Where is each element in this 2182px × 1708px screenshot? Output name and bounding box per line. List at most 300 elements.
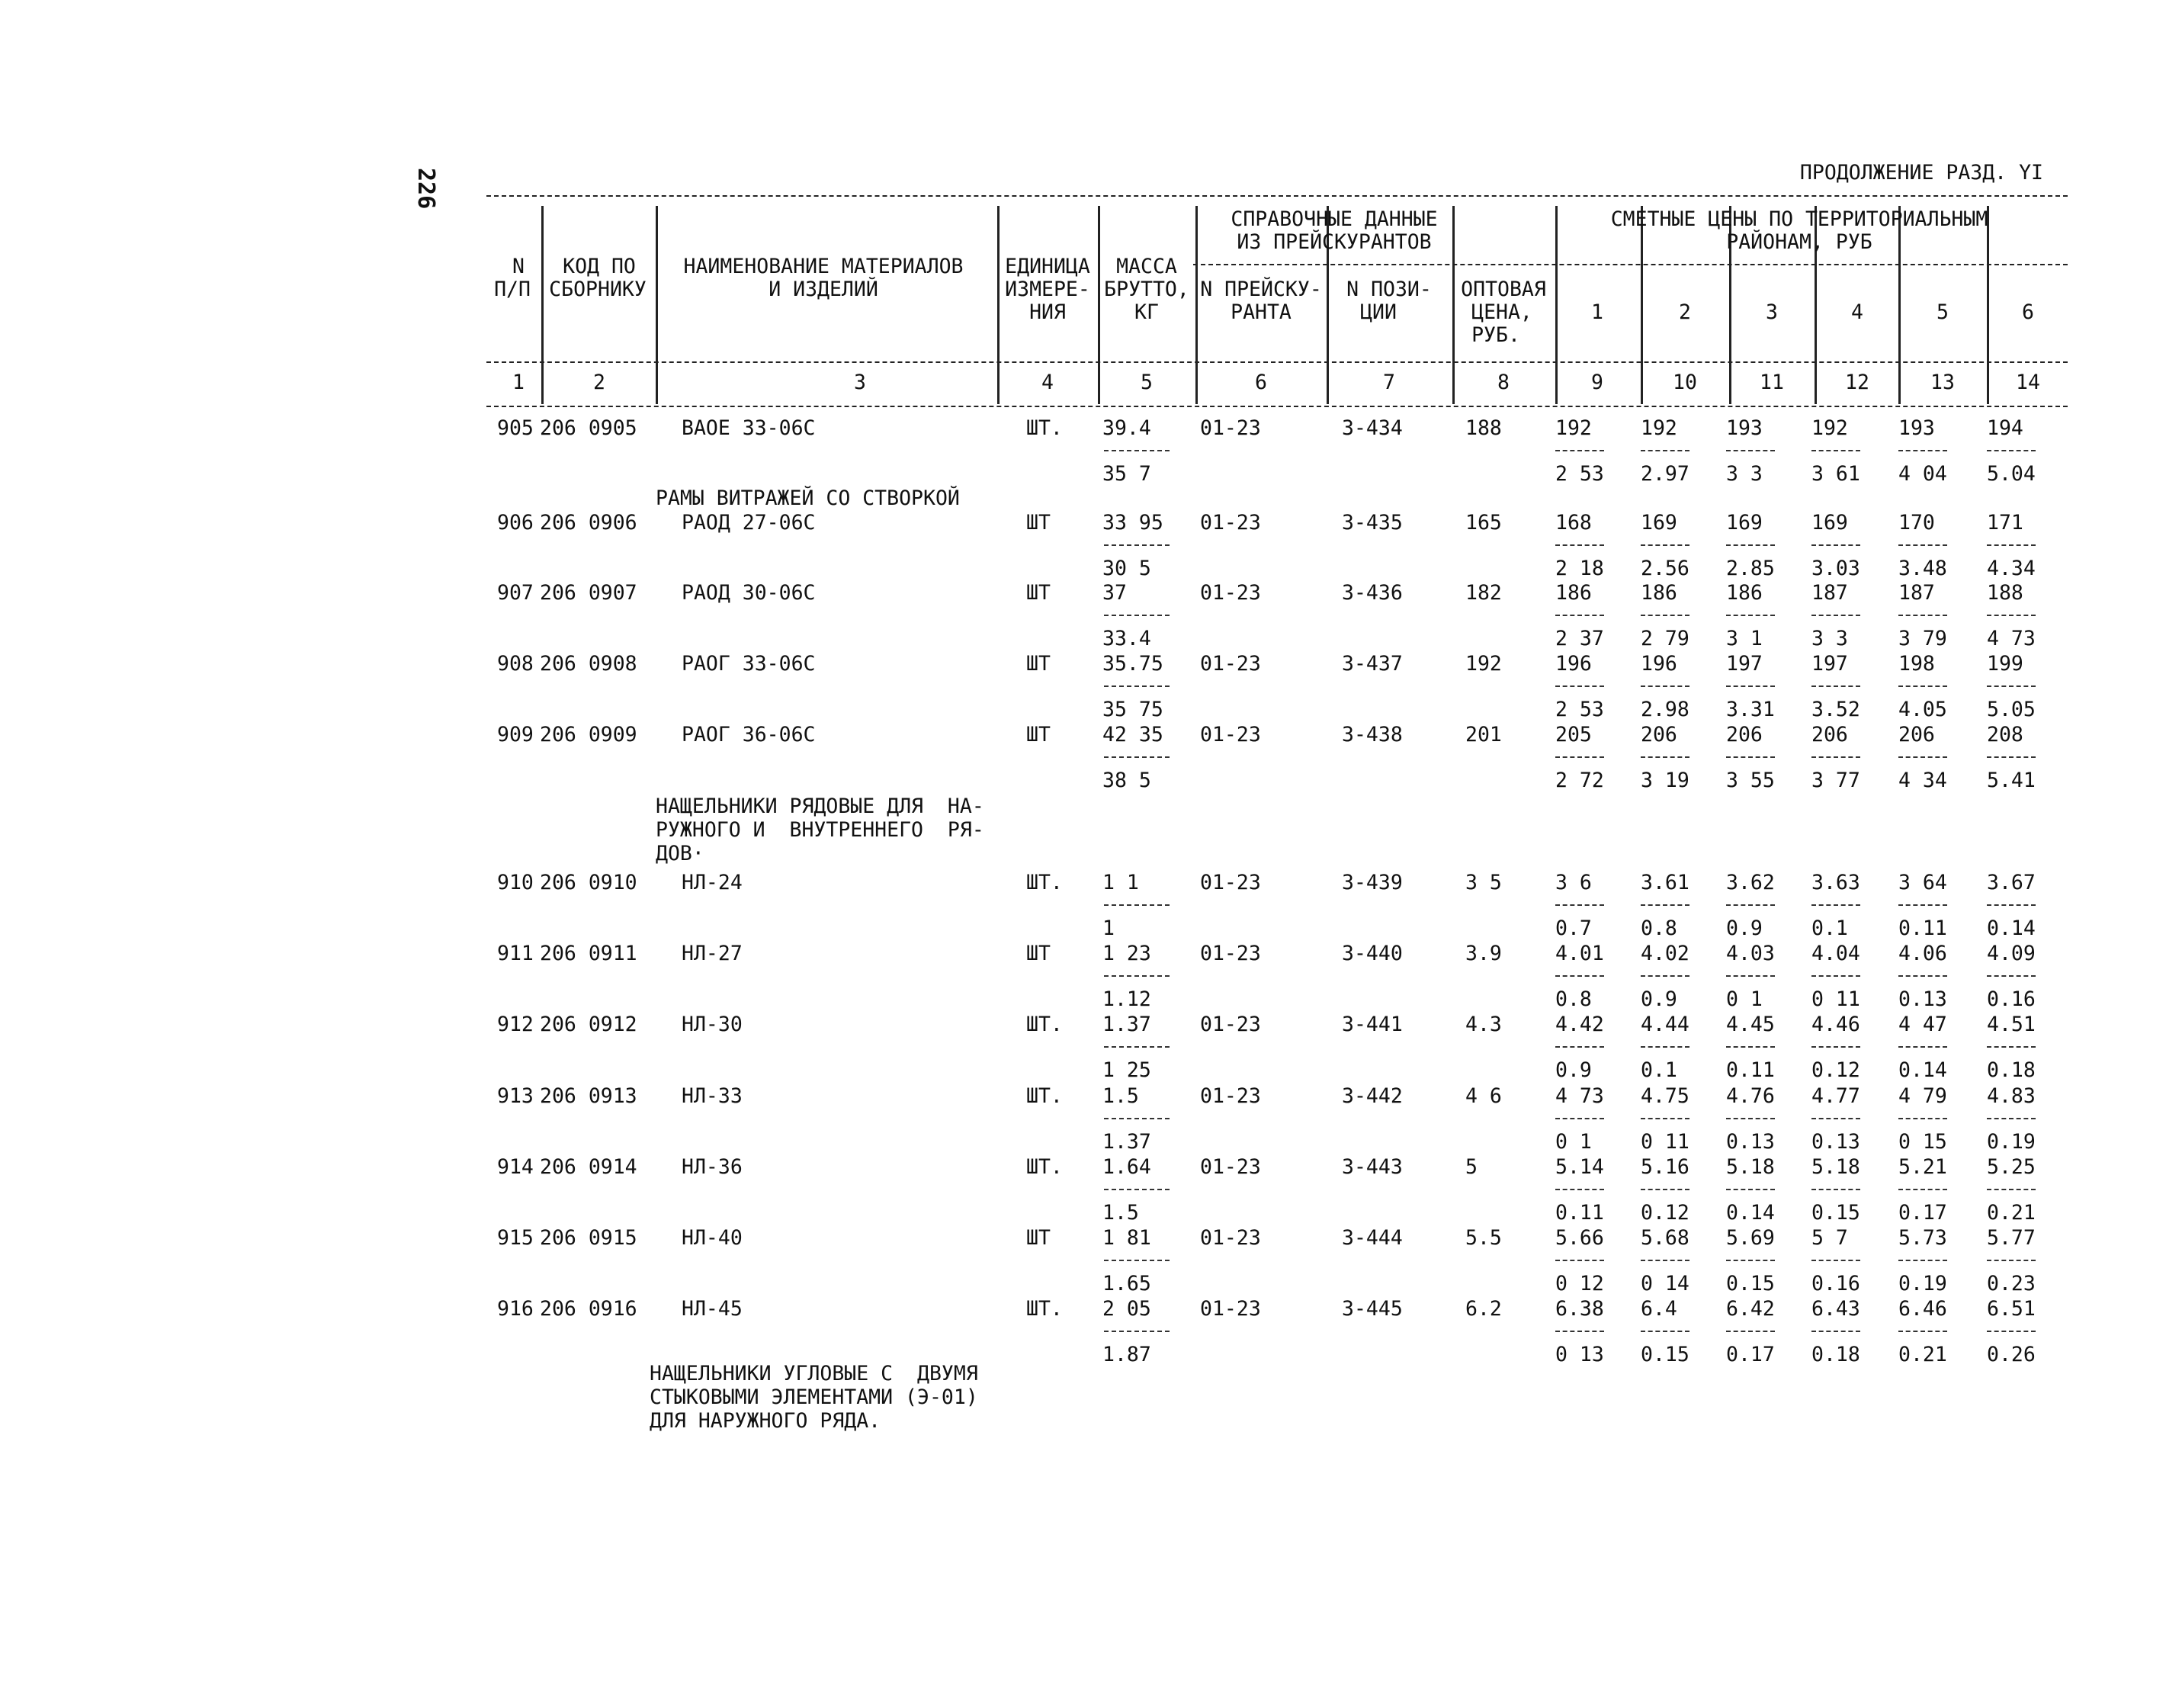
price-fraction-line bbox=[1555, 1118, 1604, 1119]
price-fraction-line bbox=[1555, 450, 1604, 451]
price-fraction-line bbox=[1726, 1260, 1775, 1261]
row-code: 206 0913 bbox=[540, 1084, 637, 1108]
row-position: 3-436 bbox=[1342, 581, 1403, 605]
region-transport-cost: 0.12 bbox=[1811, 1058, 1860, 1082]
region-price: 192 bbox=[1811, 416, 1848, 440]
header-region-col: 5 bbox=[1937, 300, 1949, 324]
price-fraction-line bbox=[1811, 1189, 1860, 1190]
row-wholesale-price: 5 bbox=[1465, 1155, 1478, 1179]
region-transport-cost: 4.05 bbox=[1898, 698, 1947, 721]
column-number: 2 bbox=[593, 371, 605, 394]
region-transport-cost: 2 53 bbox=[1555, 698, 1604, 721]
price-fraction-line bbox=[1987, 1046, 2036, 1048]
price-fraction-line bbox=[1987, 1189, 2036, 1190]
region-transport-cost: 0 1 bbox=[1555, 1130, 1592, 1154]
region-price: 4.46 bbox=[1811, 1013, 1860, 1036]
price-fraction-line bbox=[1811, 1260, 1860, 1261]
row-unit: ШТ. bbox=[1026, 1155, 1063, 1179]
row-mass-net: 1 bbox=[1102, 917, 1115, 940]
region-transport-cost: 0 11 bbox=[1641, 1130, 1689, 1154]
price-fraction-line bbox=[1555, 615, 1604, 616]
price-fraction-line bbox=[1641, 1189, 1689, 1190]
row-number: 907 bbox=[497, 581, 534, 605]
region-transport-cost: 2.98 bbox=[1641, 698, 1689, 721]
row-wholesale-price: 3 5 bbox=[1465, 871, 1502, 894]
region-transport-cost: 0.13 bbox=[1811, 1130, 1860, 1154]
region-price: 196 bbox=[1641, 652, 1677, 676]
mass-fraction-line bbox=[1104, 615, 1170, 616]
price-fraction-line bbox=[1811, 904, 1860, 906]
region-price: 206 bbox=[1898, 723, 1935, 746]
region-transport-cost: 0 12 bbox=[1555, 1272, 1604, 1295]
price-fraction-line bbox=[1987, 450, 2036, 451]
region-transport-cost: 0.12 bbox=[1641, 1201, 1689, 1225]
row-name: НЛ-24 bbox=[682, 871, 743, 894]
row-code: 206 0912 bbox=[540, 1013, 637, 1036]
row-mass-net: 1.65 bbox=[1102, 1272, 1151, 1295]
region-transport-cost: 3 3 bbox=[1811, 627, 1848, 650]
row-wholesale-price: 5.5 bbox=[1465, 1226, 1502, 1250]
price-fraction-line bbox=[1555, 1046, 1604, 1048]
region-price: 198 bbox=[1898, 652, 1935, 676]
region-transport-cost: 0.19 bbox=[1987, 1130, 2036, 1154]
region-price: 3.62 bbox=[1726, 871, 1775, 894]
region-transport-cost: 0 15 bbox=[1898, 1130, 1947, 1154]
row-mass: 1 23 bbox=[1102, 942, 1151, 965]
price-fraction-line bbox=[1641, 1118, 1689, 1119]
region-price: 194 bbox=[1987, 416, 2023, 440]
header-pricelist: N ПРЕЙСКУ- bbox=[1200, 278, 1322, 301]
region-price: 5 7 bbox=[1811, 1226, 1848, 1250]
row-position: 3-445 bbox=[1342, 1297, 1403, 1321]
row-mass: 2 05 bbox=[1102, 1297, 1151, 1321]
row-number: 909 bbox=[497, 723, 534, 746]
region-transport-cost: 0.17 bbox=[1898, 1201, 1947, 1225]
price-fraction-line bbox=[1641, 1046, 1689, 1048]
row-code: 206 0916 bbox=[540, 1297, 637, 1321]
row-wholesale-price: 201 bbox=[1465, 723, 1502, 746]
region-transport-cost: 0.21 bbox=[1987, 1201, 2036, 1225]
region-transport-cost: 0 13 bbox=[1555, 1343, 1604, 1366]
row-position: 3-444 bbox=[1342, 1226, 1403, 1250]
region-transport-cost: 0.13 bbox=[1726, 1130, 1775, 1154]
price-fraction-line bbox=[1726, 1046, 1775, 1048]
column-number: 13 bbox=[1930, 371, 1955, 394]
price-fraction-line bbox=[1811, 1118, 1860, 1119]
column-number-separator bbox=[1898, 366, 1901, 400]
header-region-group: РАЙОНАМ, РУБ bbox=[1726, 230, 1872, 254]
region-price: 193 bbox=[1726, 416, 1763, 440]
price-fraction-line bbox=[1726, 450, 1775, 451]
row-number: 913 bbox=[497, 1084, 534, 1108]
price-fraction-line bbox=[1811, 685, 1860, 687]
column-number-separator bbox=[541, 366, 544, 400]
region-transport-cost: 2 79 bbox=[1641, 627, 1689, 650]
region-price: 186 bbox=[1641, 581, 1677, 605]
region-price: 5.16 bbox=[1641, 1155, 1689, 1179]
region-price: 4.77 bbox=[1811, 1084, 1860, 1108]
row-pricelist: 01-23 bbox=[1200, 511, 1261, 535]
region-transport-cost: 3 3 bbox=[1726, 462, 1763, 486]
region-price: 168 bbox=[1555, 511, 1592, 535]
header-region-col: 4 bbox=[1851, 300, 1863, 324]
row-code: 206 0909 bbox=[540, 723, 637, 746]
row-unit: ШТ bbox=[1026, 723, 1051, 746]
region-transport-cost: 2 72 bbox=[1555, 769, 1604, 792]
region-transport-cost: 0.15 bbox=[1726, 1272, 1775, 1295]
row-position: 3-440 bbox=[1342, 942, 1403, 965]
column-number-separator bbox=[1815, 366, 1817, 400]
region-transport-cost: 3 77 bbox=[1811, 769, 1860, 792]
row-mass-net: 35 75 bbox=[1102, 698, 1163, 721]
price-fraction-line bbox=[1555, 685, 1604, 687]
region-transport-cost: 0.26 bbox=[1987, 1343, 2036, 1366]
price-fraction-line bbox=[1555, 975, 1604, 977]
column-number-separator bbox=[1327, 366, 1329, 400]
region-transport-cost: 0.14 bbox=[1726, 1201, 1775, 1225]
region-transport-cost: 0.17 bbox=[1726, 1343, 1775, 1366]
row-code: 206 0908 bbox=[540, 652, 637, 676]
column-number-separator bbox=[1641, 366, 1643, 400]
price-fraction-line bbox=[1555, 756, 1604, 758]
price-fraction-line bbox=[1811, 975, 1860, 977]
header-name: НАИМЕНОВАНИЕ МАТЕРИАЛОВ bbox=[683, 255, 964, 278]
price-fraction-line bbox=[1641, 685, 1689, 687]
row-name: НЛ-27 bbox=[682, 942, 743, 965]
header-num: N bbox=[512, 255, 525, 278]
column-number: 8 bbox=[1497, 371, 1510, 394]
region-transport-cost: 3.03 bbox=[1811, 557, 1860, 580]
header-unit: НИЯ bbox=[1029, 300, 1066, 324]
header-region-col: 2 bbox=[1679, 300, 1691, 324]
price-fraction-line bbox=[1987, 544, 2036, 546]
row-mass: 1.5 bbox=[1102, 1084, 1139, 1108]
region-price: 4.06 bbox=[1898, 942, 1947, 965]
region-price: 171 bbox=[1987, 511, 2023, 535]
region-transport-cost: 0.14 bbox=[1987, 917, 2036, 940]
region-transport-cost: 2.85 bbox=[1726, 557, 1775, 580]
mass-fraction-line bbox=[1104, 1189, 1170, 1190]
mass-fraction-line bbox=[1104, 1046, 1170, 1048]
region-price: 3 6 bbox=[1555, 871, 1592, 894]
region-price: 5.77 bbox=[1987, 1226, 2036, 1250]
region-price: 208 bbox=[1987, 723, 2023, 746]
region-transport-cost: 4 34 bbox=[1898, 769, 1947, 792]
column-number: 9 bbox=[1591, 371, 1603, 394]
row-unit: ШТ. bbox=[1026, 1297, 1063, 1321]
row-number: 906 bbox=[497, 511, 534, 535]
region-price: 6.46 bbox=[1898, 1297, 1947, 1321]
region-price: 206 bbox=[1811, 723, 1848, 746]
price-fraction-line bbox=[1641, 450, 1689, 451]
mass-fraction-line bbox=[1104, 904, 1170, 906]
price-fraction-line bbox=[1811, 544, 1860, 546]
row-mass-net: 1.37 bbox=[1102, 1130, 1151, 1154]
row-pricelist: 01-23 bbox=[1200, 1226, 1261, 1250]
row-number: 914 bbox=[497, 1155, 534, 1179]
price-fraction-line bbox=[1555, 1331, 1604, 1332]
price-fraction-line bbox=[1555, 544, 1604, 546]
column-number: 10 bbox=[1673, 371, 1697, 394]
region-transport-cost: 5.04 bbox=[1987, 462, 2036, 486]
row-wholesale-price: 4 6 bbox=[1465, 1084, 1502, 1108]
region-transport-cost: 3 19 bbox=[1641, 769, 1689, 792]
region-price: 4.01 bbox=[1555, 942, 1604, 965]
row-position: 3-434 bbox=[1342, 416, 1403, 440]
row-pricelist: 01-23 bbox=[1200, 416, 1261, 440]
price-fraction-line bbox=[1555, 1260, 1604, 1261]
region-transport-cost: 0.21 bbox=[1898, 1343, 1947, 1366]
header-ref-group: СПРАВОЧНЫЕ ДАННЫЕ bbox=[1231, 207, 1438, 231]
region-price: 4.03 bbox=[1726, 942, 1775, 965]
row-pricelist: 01-23 bbox=[1200, 871, 1261, 894]
region-transport-cost: 4 04 bbox=[1898, 462, 1947, 486]
region-transport-cost: 0.9 bbox=[1641, 987, 1677, 1011]
continuation-label: ПРОДОЛЖЕНИЕ РАЗД. YI bbox=[1799, 161, 2043, 185]
column-number: 7 bbox=[1383, 371, 1395, 394]
region-price: 4 73 bbox=[1555, 1084, 1604, 1108]
region-transport-cost: 0.15 bbox=[1811, 1201, 1860, 1225]
price-fraction-line bbox=[1811, 450, 1860, 451]
region-price: 5.21 bbox=[1898, 1155, 1947, 1179]
price-fraction-line bbox=[1726, 544, 1775, 546]
row-position: 3-435 bbox=[1342, 511, 1403, 535]
header-pricelist: РАНТА bbox=[1231, 300, 1292, 324]
region-transport-cost: 4.34 bbox=[1987, 557, 2036, 580]
region-price: 4 79 bbox=[1898, 1084, 1947, 1108]
region-price: 5.66 bbox=[1555, 1226, 1604, 1250]
section-title: ДЛЯ НАРУЖНОГО РЯДА. bbox=[650, 1409, 881, 1433]
row-mass-net: 35 7 bbox=[1102, 462, 1151, 486]
header-wholesale: ОПТОВАЯ bbox=[1461, 278, 1546, 301]
region-transport-cost: 0.13 bbox=[1898, 987, 1947, 1011]
section-title: РАМЫ ВИТРАЖЕЙ СО СТВОРКОЙ bbox=[656, 486, 960, 510]
price-fraction-line bbox=[1641, 904, 1689, 906]
row-mass: 33 95 bbox=[1102, 511, 1163, 535]
row-pricelist: 01-23 bbox=[1200, 942, 1261, 965]
mass-fraction-line bbox=[1104, 544, 1170, 546]
row-mass: 42 35 bbox=[1102, 723, 1163, 746]
row-mass: 1 1 bbox=[1102, 871, 1139, 894]
region-price: 5.69 bbox=[1726, 1226, 1775, 1250]
mass-fraction-line bbox=[1104, 450, 1170, 451]
region-price: 192 bbox=[1555, 416, 1592, 440]
page-number: 226 bbox=[412, 168, 439, 210]
region-price: 197 bbox=[1811, 652, 1848, 676]
row-name: НЛ-30 bbox=[682, 1013, 743, 1036]
row-number: 910 bbox=[497, 871, 534, 894]
row-mass-net: 1.5 bbox=[1102, 1201, 1139, 1225]
header-region-col: 6 bbox=[2022, 300, 2034, 324]
region-price: 3.61 bbox=[1641, 871, 1689, 894]
section-title: НАЩЕЛЬНИКИ РЯДОВЫЕ ДЛЯ НА- bbox=[656, 795, 984, 818]
region-price: 187 bbox=[1898, 581, 1935, 605]
row-name: РАОД 27-06С bbox=[682, 511, 816, 535]
region-price: 4.75 bbox=[1641, 1084, 1689, 1108]
column-number: 5 bbox=[1141, 371, 1153, 394]
region-price: 5.14 bbox=[1555, 1155, 1604, 1179]
row-unit: ШТ bbox=[1026, 652, 1051, 676]
price-fraction-line bbox=[1898, 1260, 1947, 1261]
region-transport-cost: 2 53 bbox=[1555, 462, 1604, 486]
row-pricelist: 01-23 bbox=[1200, 1297, 1261, 1321]
row-code: 206 0911 bbox=[540, 942, 637, 965]
header-num: П/П bbox=[494, 278, 531, 301]
row-pricelist: 01-23 bbox=[1200, 652, 1261, 676]
region-transport-cost: 3.48 bbox=[1898, 557, 1947, 580]
price-fraction-line bbox=[1987, 975, 2036, 977]
row-name: РАОГ 33-06С bbox=[682, 652, 816, 676]
row-wholesale-price: 188 bbox=[1465, 416, 1502, 440]
region-transport-cost: 2 18 bbox=[1555, 557, 1604, 580]
column-number: 12 bbox=[1845, 371, 1869, 394]
price-fraction-line bbox=[1898, 1118, 1947, 1119]
row-unit: ШТ bbox=[1026, 511, 1051, 535]
column-number: 14 bbox=[2016, 371, 2040, 394]
row-position: 3-441 bbox=[1342, 1013, 1403, 1036]
region-price: 5.68 bbox=[1641, 1226, 1689, 1250]
row-wholesale-price: 165 bbox=[1465, 511, 1502, 535]
price-fraction-line bbox=[1987, 1331, 2036, 1332]
price-fraction-line bbox=[1726, 615, 1775, 616]
row-mass-net: 30 5 bbox=[1102, 557, 1151, 580]
row-position: 3-443 bbox=[1342, 1155, 1403, 1179]
header-unit: ИЗМЕРЕ- bbox=[1005, 278, 1090, 301]
mass-fraction-line bbox=[1104, 756, 1170, 758]
row-code: 206 0910 bbox=[540, 871, 637, 894]
region-transport-cost: 0.9 bbox=[1726, 917, 1763, 940]
price-fraction-line bbox=[1987, 904, 2036, 906]
price-fraction-line bbox=[1987, 1118, 2036, 1119]
price-fraction-line bbox=[1726, 685, 1775, 687]
region-price: 4.76 bbox=[1726, 1084, 1775, 1108]
price-fraction-line bbox=[1555, 1189, 1604, 1190]
row-unit: ШТ. bbox=[1026, 871, 1063, 894]
row-position: 3-437 bbox=[1342, 652, 1403, 676]
row-unit: ШТ bbox=[1026, 1226, 1051, 1250]
price-fraction-line bbox=[1726, 904, 1775, 906]
row-wholesale-price: 192 bbox=[1465, 652, 1502, 676]
price-fraction-line bbox=[1898, 1331, 1947, 1332]
region-transport-cost: 0.15 bbox=[1641, 1343, 1689, 1366]
row-code: 206 0905 bbox=[540, 416, 637, 440]
row-mass-net: 33.4 bbox=[1102, 627, 1151, 650]
header-region-group: СМЕТНЫЕ ЦЕНЫ ПО ТЕРРИТОРИАЛЬНЫМ bbox=[1610, 207, 1988, 231]
row-number: 915 bbox=[497, 1226, 534, 1250]
header-unit: ЕДИНИЦА bbox=[1005, 255, 1090, 278]
price-fraction-line bbox=[1811, 615, 1860, 616]
region-price: 3 64 bbox=[1898, 871, 1947, 894]
region-price: 6.4 bbox=[1641, 1297, 1677, 1321]
region-price: 5.73 bbox=[1898, 1226, 1947, 1250]
header-mass: КГ bbox=[1134, 300, 1159, 324]
region-price: 206 bbox=[1726, 723, 1763, 746]
region-transport-cost: 0.9 bbox=[1555, 1058, 1592, 1082]
header-top-rule bbox=[486, 195, 2068, 197]
price-fraction-line bbox=[1726, 1331, 1775, 1332]
region-transport-cost: 0.8 bbox=[1641, 917, 1677, 940]
price-fraction-line bbox=[1641, 1331, 1689, 1332]
section-title: СТЫКОВЫМИ ЭЛЕМЕНТАМИ (Э-01) bbox=[650, 1385, 978, 1409]
region-transport-cost: 3.31 bbox=[1726, 698, 1775, 721]
column-number: 6 bbox=[1255, 371, 1267, 394]
header-wholesale: РУБ. bbox=[1471, 323, 1520, 347]
region-price: 169 bbox=[1641, 511, 1677, 535]
column-number: 1 bbox=[512, 371, 525, 394]
header-wholesale: ЦЕНА, bbox=[1471, 300, 1532, 324]
region-transport-cost: 0 11 bbox=[1811, 987, 1860, 1011]
price-fraction-line bbox=[1898, 904, 1947, 906]
region-transport-cost: 0.16 bbox=[1987, 987, 2036, 1011]
row-wholesale-price: 182 bbox=[1465, 581, 1502, 605]
row-unit: ШТ bbox=[1026, 942, 1051, 965]
region-price: 169 bbox=[1726, 511, 1763, 535]
row-code: 206 0906 bbox=[540, 511, 637, 535]
header-position: N ПОЗИ- bbox=[1346, 278, 1432, 301]
section-title: ДОВ· bbox=[656, 842, 704, 865]
region-price: 4.42 bbox=[1555, 1013, 1604, 1036]
row-mass: 39.4 bbox=[1102, 416, 1151, 440]
price-fraction-line bbox=[1898, 615, 1947, 616]
region-price: 4.44 bbox=[1641, 1013, 1689, 1036]
column-number-separator bbox=[1729, 366, 1731, 400]
column-number-rule bbox=[486, 406, 2068, 407]
row-name: НЛ-40 bbox=[682, 1226, 743, 1250]
price-fraction-line bbox=[1811, 756, 1860, 758]
price-fraction-line bbox=[1726, 1118, 1775, 1119]
region-transport-cost: 0.7 bbox=[1555, 917, 1592, 940]
row-pricelist: 01-23 bbox=[1200, 581, 1261, 605]
row-name: НЛ-45 bbox=[682, 1297, 743, 1321]
header-name: И ИЗДЕЛИЙ bbox=[769, 278, 878, 301]
region-transport-cost: 0 1 bbox=[1726, 987, 1763, 1011]
region-price: 6.43 bbox=[1811, 1297, 1860, 1321]
row-mass: 1 81 bbox=[1102, 1226, 1151, 1250]
column-number-separator bbox=[1195, 366, 1198, 400]
price-fraction-line bbox=[1641, 1260, 1689, 1261]
region-price: 4.02 bbox=[1641, 942, 1689, 965]
row-unit: ШТ. bbox=[1026, 416, 1063, 440]
row-code: 206 0915 bbox=[540, 1226, 637, 1250]
header-position: ЦИИ bbox=[1360, 300, 1397, 324]
region-transport-cost: 0.11 bbox=[1555, 1201, 1604, 1225]
region-transport-cost: 0.1 bbox=[1811, 917, 1848, 940]
price-fraction-line bbox=[1811, 1046, 1860, 1048]
price-fraction-line bbox=[1898, 685, 1947, 687]
region-price: 197 bbox=[1726, 652, 1763, 676]
mass-fraction-line bbox=[1104, 1331, 1170, 1332]
row-number: 905 bbox=[497, 416, 534, 440]
row-name: РАОГ 36-06С bbox=[682, 723, 816, 746]
region-price: 3.63 bbox=[1811, 871, 1860, 894]
row-position: 3-439 bbox=[1342, 871, 1403, 894]
region-price: 6.51 bbox=[1987, 1297, 2036, 1321]
column-number-separator bbox=[1452, 366, 1455, 400]
region-price: 3.67 bbox=[1987, 871, 2036, 894]
region-price: 5.25 bbox=[1987, 1155, 2036, 1179]
row-name: НЛ-33 bbox=[682, 1084, 743, 1108]
price-fraction-line bbox=[1641, 975, 1689, 977]
header-mass: БРУТТО, bbox=[1104, 278, 1189, 301]
row-mass-net: 1.87 bbox=[1102, 1343, 1151, 1366]
region-price: 4.04 bbox=[1811, 942, 1860, 965]
region-transport-cost: 5.41 bbox=[1987, 769, 2036, 792]
region-transport-cost: 0.18 bbox=[1987, 1058, 2036, 1082]
row-name: НЛ-36 bbox=[682, 1155, 743, 1179]
row-mass: 1.64 bbox=[1102, 1155, 1151, 1179]
region-transport-cost: 0 14 bbox=[1641, 1272, 1689, 1295]
price-fraction-line bbox=[1987, 615, 2036, 616]
